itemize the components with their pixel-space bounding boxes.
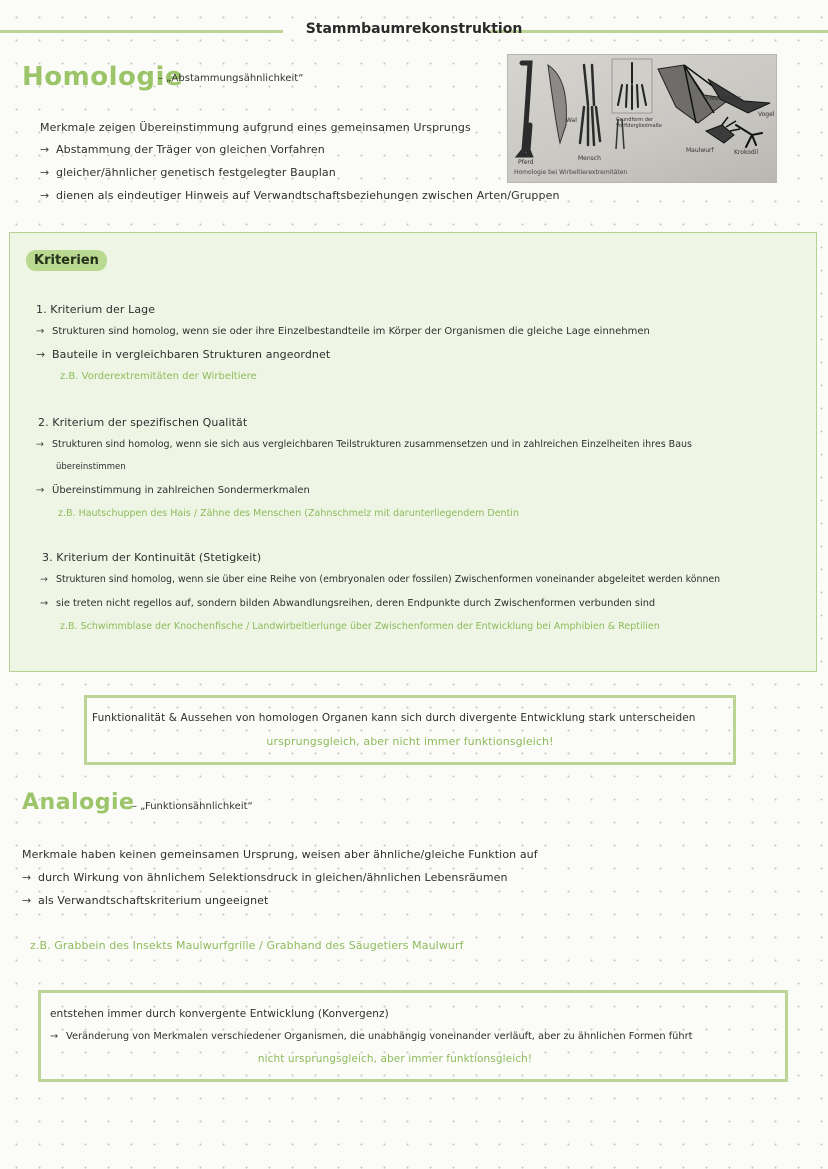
- criterion-2-line-text: Strukturen sind homolog, wenn sie sich aus vergleichbaren Teilstrukturen zusammensetzen und in zahlreichen Einzelheiten ihres Baus: [52, 439, 692, 450]
- arrow-icon: →: [40, 143, 50, 156]
- criterion-3-line: [40, 598, 655, 609]
- photo-label: Vogel: [758, 111, 775, 118]
- criterion-2-title: 2. Kriterium der spezifischen Qualität: [38, 416, 248, 429]
- photo-label: Pferd: [518, 159, 534, 166]
- photo-caption: Homologie bei Wirbeltierextremitäten: [514, 169, 628, 176]
- homologie-point: [40, 189, 560, 202]
- analogie-point-text: als Verwandtschaftskriterium ungeeignet: [38, 894, 269, 907]
- analogie-example: z.B. Grabbein des Insekts Maulwurfgrille / Grabhand des Säugetiers Maulwurf: [30, 939, 464, 952]
- criterion-1-line: [36, 326, 650, 337]
- arrow-icon: →: [36, 348, 46, 361]
- analogy-summary-highlight: nicht ursprungsgleich, aber immer funktionsgleich!: [257, 1053, 533, 1065]
- analogie-subtitle: – „Funktionsähnlichkeit“: [132, 801, 253, 812]
- homology-summary-line: Funktionalität & Aussehen von homologen Organen kann sich durch divergente Entwicklung stark unterscheiden: [92, 712, 696, 724]
- analogie-intro: Merkmale haben keinen gemeinsamen Ursprung, weisen aber ähnliche/gleiche Funktion auf: [22, 848, 538, 861]
- homologie-subtitle: – „Abstammungsähnlichkeit“: [158, 73, 304, 84]
- page-title: Stammbaumrekonstruktion: [305, 21, 523, 37]
- analogy-summary-line: [50, 1031, 692, 1042]
- arrow-icon: →: [36, 439, 44, 450]
- criterion-1-example: z.B. Vorderextremitäten der Wirbeltiere: [60, 371, 257, 382]
- criterion-3-example: z.B. Schwimmblase der Knochenfische / Landwirbeltierlunge über Zwischenformen der Entwicklung bei Amphibien & Reptilien: [60, 621, 660, 632]
- analogy-summary-line: entstehen immer durch konvergente Entwicklung (Konvergenz): [50, 1008, 389, 1020]
- homologie-point: [40, 166, 336, 179]
- homologie-point-text: dienen als eindeutiger Hinweis auf Verwandtschaftsbeziehungen zwischen Arten/Gruppen: [56, 189, 560, 202]
- arrow-icon: →: [40, 574, 48, 585]
- photo-label: Grundform der Vorfldergliedmaße: [616, 117, 662, 129]
- criterion-1-title: 1. Kriterium der Lage: [36, 303, 156, 316]
- arrow-icon: →: [36, 485, 45, 496]
- photo-label: Fledermaus: [706, 95, 742, 102]
- photo-label: Krokodil: [734, 149, 759, 156]
- photo-label: Wal: [566, 117, 577, 124]
- photo-label: Maulwurf: [686, 147, 714, 154]
- photo-label: Mensch: [578, 155, 601, 162]
- arrow-icon: →: [40, 166, 50, 179]
- analogie-point: [22, 894, 268, 907]
- analogie-point-text: durch Wirkung von ähnlichem Selektionsdruck in gleichen/ähnlichen Lebensräumen: [38, 871, 508, 884]
- homologie-point: [40, 143, 325, 156]
- homology-summary-box: [84, 695, 736, 765]
- homologie-point-text: gleicher/ähnlicher genetisch festgelegter Bauplan: [56, 166, 336, 179]
- analogy-summary-line-text: Veränderung von Merkmalen verschiedener Organismen, die unabhängig voneinander verläuft, aber zu ähnlichen Formen führt: [66, 1031, 693, 1042]
- criterion-3-line-text: sie treten nicht regellos auf, sondern bilden Abwandlungsreihen, deren Endpunkte durch Zwischenformen verbunden sind: [56, 598, 656, 609]
- criterion-2-line: [36, 485, 310, 496]
- homology-summary-highlight: ursprungsgleich, aber nicht immer funktionsgleich!: [266, 735, 554, 748]
- arrow-icon: →: [22, 894, 32, 907]
- homologie-point-text: Abstammung der Träger von gleichen Vorfahren: [56, 143, 325, 156]
- analogie-point: [22, 871, 508, 884]
- criterion-1-line-text: Bauteile in vergleichbaren Strukturen angeordnet: [52, 348, 331, 361]
- criteria-badge: Kriterien: [26, 250, 107, 271]
- arrow-icon: →: [40, 189, 50, 202]
- vertebrate-limbs-photo: [508, 55, 776, 182]
- analogie-heading: Analogie: [22, 790, 135, 815]
- arrow-icon: →: [36, 326, 45, 337]
- criterion-3-line-text: Strukturen sind homolog, wenn sie über eine Reihe von (embryonalen oder fossilen) Zwischenformen voneinander abgeleitet werden können: [56, 574, 721, 585]
- arrow-icon: →: [22, 871, 32, 884]
- criterion-1-line-text: Strukturen sind homolog, wenn sie oder ihre Einzelbestandteile im Körper der Organismen die gleiche Lage einnehmen: [52, 326, 650, 337]
- criterion-2-line-cont: übereinstimmen: [56, 462, 126, 472]
- criterion-2-line: [36, 439, 692, 450]
- criterion-3-title: 3. Kriterium der Kontinuität (Stetigkeit): [42, 551, 262, 564]
- criterion-2-example: z.B. Hautschuppen des Hais / Zähne des Menschen (Zahnschmelz mit darunterliegendem Dentin: [58, 508, 519, 519]
- homologie-heading: Homologie: [22, 62, 184, 92]
- homologie-intro: Merkmale zeigen Übereinstimmung aufgrund eines gemeinsamen Ursprungs: [40, 121, 471, 134]
- criterion-2-line-text: Übereinstimmung in zahlreichen Sondermerkmalen: [52, 485, 310, 496]
- criterion-3-line: [40, 574, 720, 585]
- arrow-icon: →: [40, 598, 49, 609]
- criterion-1-line: [36, 348, 330, 361]
- arrow-icon: →: [50, 1031, 59, 1042]
